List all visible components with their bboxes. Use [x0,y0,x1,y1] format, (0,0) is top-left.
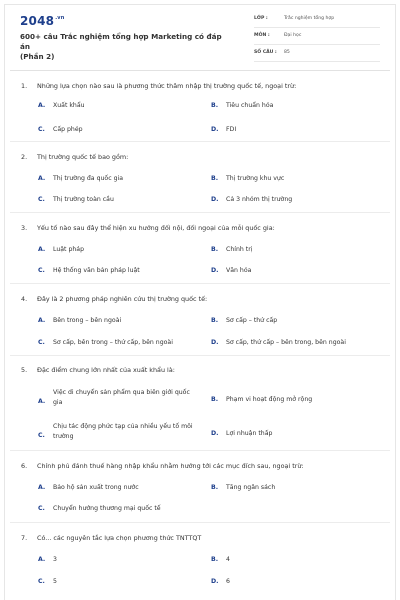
question-prompt: Chính phủ đánh thuế hàng nhập khẩu nhằm hướng tới các mục đích sau, ngoại trừ: [37,462,304,470]
question-text [21,153,371,161]
title-line-1: 600+ câu Trắc nghiệm tổng hợp Marketing có đáp án [20,32,222,51]
option-text: 6 [226,578,230,585]
option-letter: C. [38,196,45,203]
site-logo[interactable] [20,14,65,28]
option-letter: C. [38,578,45,585]
option-letter: D. [211,267,219,274]
question-prompt: Đây là 2 phương pháp nghiên cứu thị trường quốc tế: [37,295,208,303]
document-meta [254,13,380,64]
option-letter: B. [211,396,219,403]
meta-row-count [254,47,380,62]
header-divider [10,70,390,71]
question-number: 5. [21,366,28,374]
option-letter: C. [38,339,45,346]
meta-row-class [254,13,380,28]
meta-value: Trắc nghiệm tổng hợp [284,16,335,21]
option-letter: B. [211,556,219,563]
logo-tld: .vn [55,15,65,21]
question-text [21,366,371,374]
option-letter: C. [38,126,45,133]
question-number: 2. [21,153,28,161]
option-text: Tăng ngân sách [226,484,276,491]
meta-value: 85 [284,50,290,55]
option-text: 5 [53,578,57,585]
option-text: Phạm vi hoạt động mở rộng [226,396,313,403]
meta-value: Đại học [284,33,302,38]
question-text [21,82,371,90]
question-text [21,534,371,542]
option-text: Thị trường đa quốc gia [53,175,124,182]
option-letter: B. [211,484,219,491]
option-text: Luật pháp [53,246,85,253]
title-line-2: (Phần 2) [20,52,55,61]
option-text: Chuyển hướng thương mại quốc tế [53,505,161,512]
question-text [21,295,371,303]
option-letter: C. [38,505,45,512]
question-divider [10,450,390,451]
meta-row-subject [254,30,380,45]
option-text: 3 [53,556,57,563]
option-text: FDI [226,126,237,133]
question-divider [10,355,390,356]
question-number: 1. [21,82,28,90]
option-letter: D. [211,339,219,346]
option-letter: A. [38,175,46,182]
logo-main: 2048 [20,14,55,28]
option-text: Thị trường khu vực [226,175,285,182]
meta-label: LỚP : [254,16,268,21]
option-text: Sơ cấp – thứ cấp [226,317,278,324]
option-letter: A. [38,398,46,405]
option-text: Sơ cấp, bên trong – thứ cấp, bên ngoài [53,339,173,346]
option-letter: C. [38,432,45,439]
option-text: Việc di chuyển sản phẩm qua biên giới quốc gia [53,389,190,406]
question-number: 4. [21,295,28,303]
option-text: Sơ cấp, thứ cấp – bên trong, bên ngoài [226,339,346,346]
question-number: 6. [21,462,28,470]
option-text: Văn hóa [226,267,252,274]
question-prompt: Yếu tố nào sau đây thể hiện xu hướng đối nội, đối ngoại của mỗi quốc gia: [37,224,275,232]
question-text [21,462,371,470]
option-text: 4 [226,556,230,563]
option-letter: D. [211,578,219,585]
option-letter: B. [211,317,219,324]
option-text: Cả 3 nhóm thị trường [226,196,293,203]
option-text: Cấp phép [53,126,83,133]
option-letter: D. [211,430,219,437]
option-letter: A. [38,556,46,563]
document-title [20,32,230,62]
question-prompt: Có... các nguyên tắc lựa chọn phương thức TNTTQT [37,534,202,542]
option-text: Chính trị [226,246,253,253]
question-number: 3. [21,224,28,232]
option-letter: B. [211,102,219,109]
option-letter: A. [38,484,46,491]
option-letter: A. [38,246,46,253]
question-prompt: Đặc điểm chung lớn nhất của xuất khẩu là: [37,366,175,374]
question-prompt: Thị trường quốc tế bao gồm: [37,153,129,161]
question-text [21,224,371,232]
question-number: 7. [21,534,28,542]
option-text: Lợi nhuận thấp [226,430,273,437]
option-letter: D. [211,196,219,203]
question-divider [10,283,390,284]
option-text: Xuất khẩu [53,102,85,109]
option-letter: B. [211,175,219,182]
option-text: Bên trong – bên ngoài [53,317,122,324]
question-divider [10,522,390,523]
option-text: Thị trường toàn cầu [53,196,114,203]
question-prompt: Những lựa chọn nào sau là phương thức thâm nhập thị trường quốc tế, ngoại trừ: [37,82,297,90]
question-divider [10,212,390,213]
option-letter: A. [38,102,46,109]
option-text: Tiêu chuẩn hóa [226,102,274,109]
option-text: Hệ thống văn bản pháp luật [53,267,140,274]
option-text: Bảo hộ sản xuất trong nước [53,484,139,491]
option-letter: D. [211,126,219,133]
option-letter: C. [38,267,45,274]
meta-label: MÔN : [254,33,270,38]
option-letter: B. [211,246,219,253]
option-text: Chịu tác động phức tạp của nhiều yếu tố môi trường [53,423,193,440]
option-letter: A. [38,317,46,324]
question-divider [10,141,390,142]
meta-label: SỐ CÂU : [254,50,277,55]
